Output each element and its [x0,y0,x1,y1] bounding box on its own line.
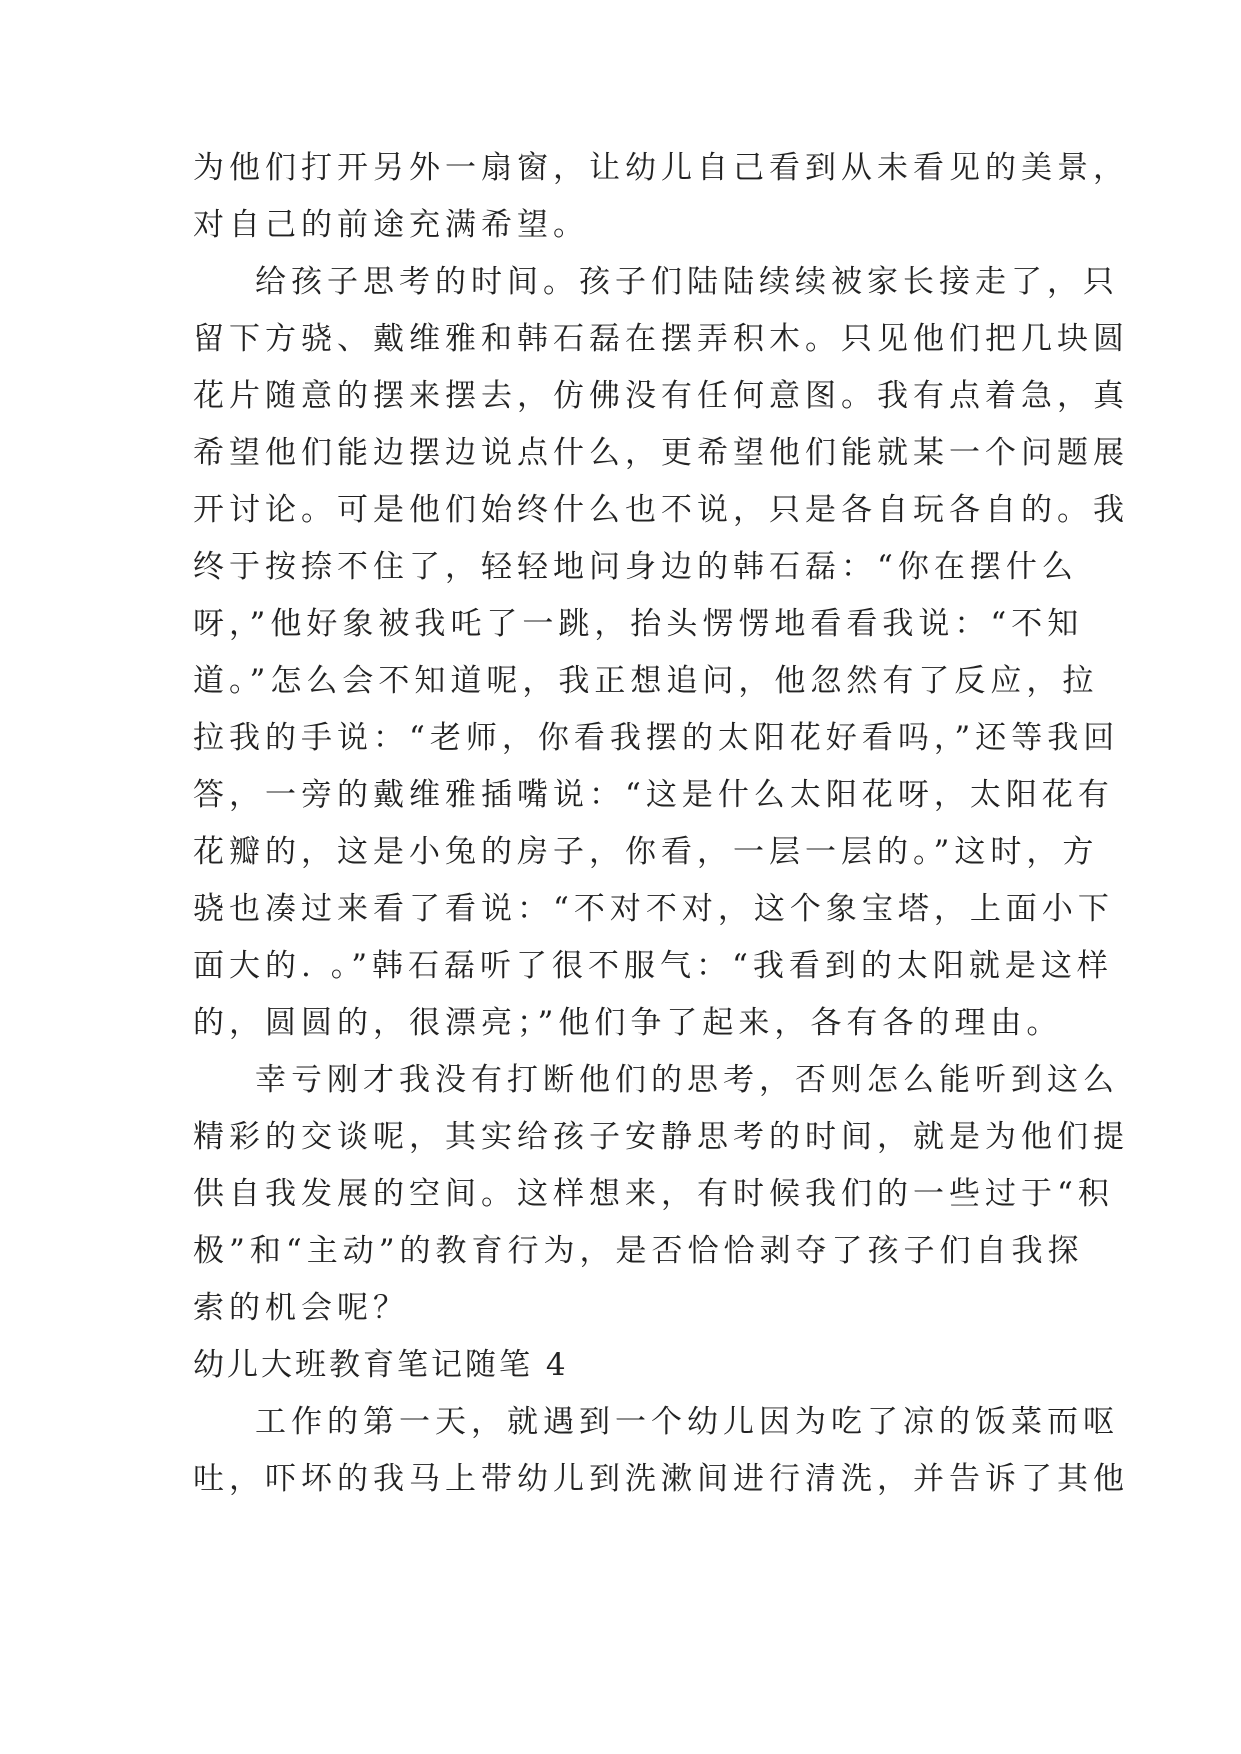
paragraph-first-line: 幸亏刚才我没有打断他们的思考，否则怎么能听到这么 [255,1062,1119,1098]
text-line: 的，圆圆的，很漂亮；”他们争了起来，各有各的理由。 [193,1005,1063,1041]
text-line: 拉我的手说：“老师，你看我摆的太阳花好看吗，”还等我回 [193,720,1120,756]
text-line: 终于按捺不住了，轻轻地问身边的韩石磊：“你在摆什么 [193,549,1078,585]
text-line: 花片随意的摆来摆去，仿佛没有任何意图。我有点着急，真 [193,378,1129,414]
text-line: 索的机会呢？ [193,1290,409,1326]
text-line: 供自我发展的空间。这样想来，有时候我们的一些过于“积 [193,1176,1114,1212]
paragraph-first-line: 工作的第一天，就遇到一个幼儿因为吃了凉的饭菜而呕 [255,1404,1119,1440]
text-line: 希望他们能边摆边说点什么，更希望他们能就某一个问题展 [193,435,1129,471]
text-line: 留下方骁、戴维雅和韩石磊在摆弄积木。只见他们把几块圆 [193,321,1129,357]
text-line: 为他们打开另外一扇窗，让幼儿自己看到从未看见的美景， [193,150,1129,186]
section-heading: 幼儿大班教育笔记随笔 4 [193,1347,569,1383]
text-line: 开讨论。可是他们始终什么也不说，只是各自玩各自的。我 [193,492,1129,528]
text-line: 对自己的前途充满希望。 [193,207,589,243]
text-line: 花瓣的，这是小兔的房子，你看，一层一层的。”这时，方 [193,834,1099,870]
text-line: 吐，吓坏的我马上带幼儿到洗漱间进行清洗，并告诉了其他 [193,1461,1129,1497]
text-line: 面大的. 。”韩石磊听了很不服气：“我看到的太阳就是这样 [193,948,1113,984]
text-line: 呀，”他好象被我吒了一跳，抬头愣愣地看看我说：“不知 [193,606,1084,642]
text-line: 道。”怎么会不知道呢，我正想追问，他忽然有了反应，拉 [193,663,1099,699]
paragraph-first-line: 给孩子思考的时间。孩子们陆陆续续被家长接走了，只 [255,264,1119,300]
text-line: 极”和“主动”的教育行为，是否恰恰剥夺了孩子们自我探 [193,1233,1084,1269]
text-line: 答，一旁的戴维雅插嘴说：“这是什么太阳花呀，太阳花有 [193,777,1114,813]
text-line: 精彩的交谈呢，其实给孩子安静思考的时间，就是为他们提 [193,1119,1129,1155]
text-line: 骁也凑过来看了看说：“不对不对，这个象宝塔，上面小下 [193,891,1114,927]
